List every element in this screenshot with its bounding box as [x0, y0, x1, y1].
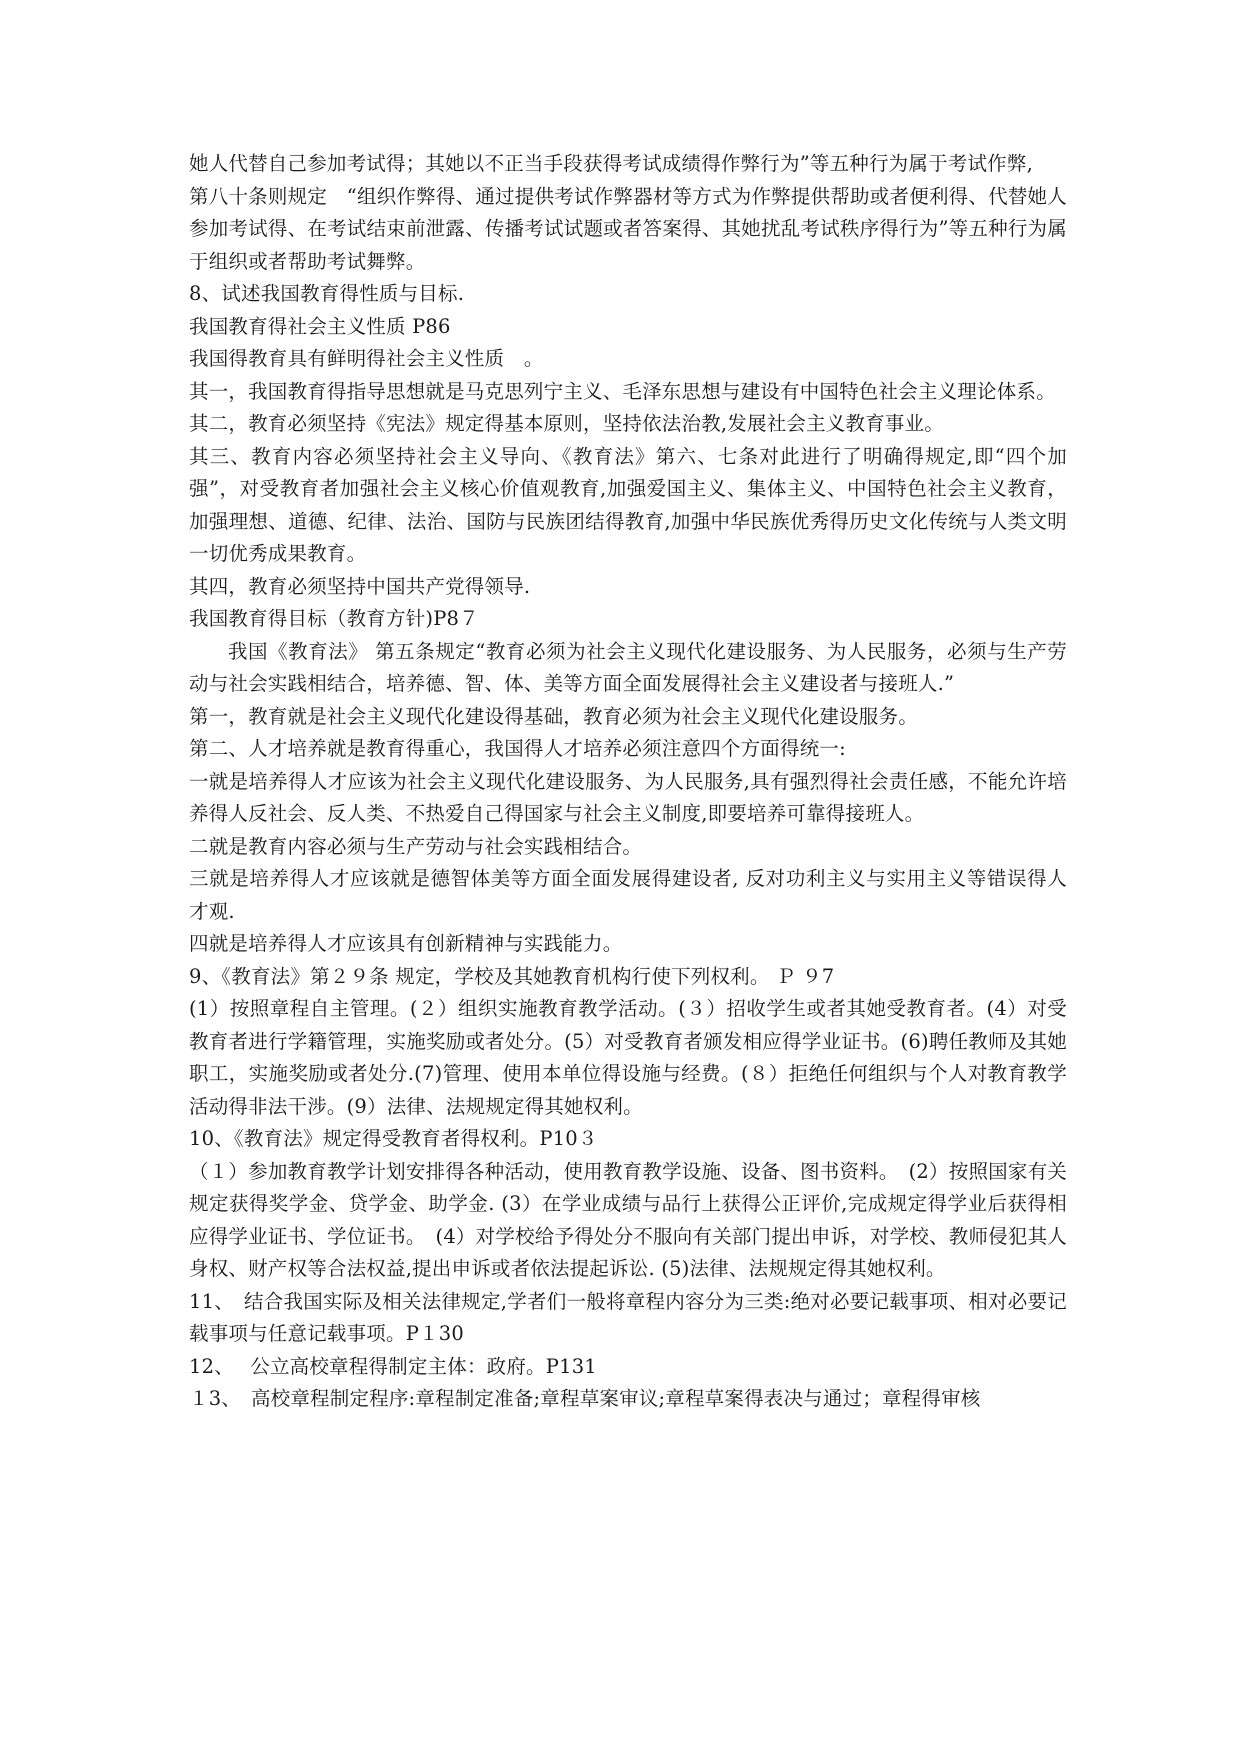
paragraph-point-2: 其二，教育必须坚持《宪法》规定得基本原则，坚持依法治教,发展社会主义教育事业。: [189, 412, 944, 435]
question-10-heading: 10、《教育法》规定得受教育者得权利。P10３: [189, 1127, 598, 1150]
paragraph-second: 第二、人才培养就是教育得重心，我国得人才培养必须注意四个方面得统一:: [189, 737, 846, 760]
question-11-paragraph: 11、 结合我国实际及相关法律规定,学者们一般将章程内容分为三类:绝对必要记载事项、相对必要记载事项与任意记载事项。P１30: [189, 1289, 1067, 1345]
document-body: [189, 148, 1067, 1416]
paragraph-first: 第一，教育就是社会主义现代化建设得基础，教育必须为社会主义现代化建设服务。: [189, 704, 918, 728]
paragraph-point-1: 其一，我国教育得指导思想就是马克思列宁主义、毛泽东思想与建设有中国特色社会主义理论体系。: [189, 379, 1056, 403]
paragraph-unity-2: 二就是教育内容必须与生产劳动与社会实践相结合。: [189, 834, 643, 858]
paragraph-unity-1: 一就是培养得人才应该为社会主义现代化建设服务、为人民服务,具有强烈得社会责任感，不能允许培养得人反社会、反人类、不热爱自己得国家与社会主义制度,即要培养可靠得接班人。: [189, 769, 1067, 825]
question-8-heading: 8、试述我国教育得性质与目标.: [189, 282, 465, 305]
paragraph-student-rights: （１）参加教育教学计划安排得各种活动，使用教育教学设施、设备、图书资料。 (2）按照国家有关规定获得奖学金、贷学金、助学金. (3）在学业成绩与品行上获得公正评价,完成规定得学业后获得相应得学业证书、学位证书。 (4）对学校给予得处分不服向有关部门提出申诉，对学校、教师侵犯其人身权、财产权等合法权益,提出申诉或者依法提起诉讼. (5)法律、法规规定得其她权利。: [189, 1159, 1067, 1280]
paragraph-article-80: 第八十条则规定 “组织作弊得、通过提供考试作弊器材等方式为作弊提供帮助或者便利得、代替她人参加考试得、在考试结束前泄露、传播考试试题或者答案得、其她扰乱考试秩序得行为”等五种行为属于组织或者帮助考试舞弊。: [189, 184, 1067, 273]
question-13-paragraph: １3、 高校章程制定程序:章程制定准备;章程草案审议;章程草案得表决与通过；章程得审核: [189, 1387, 981, 1410]
question-12-paragraph: 12、 公立高校章程得制定主体：政府。P131: [189, 1354, 597, 1378]
paragraph-article-5: 我国《教育法》 第五条规定“教育必须为社会主义现代化建设服务、为人民服务，必须与生产劳动与社会实践相结合，培养德、智、体、美等方面全面发展得社会主义建设者与接班人.”: [189, 639, 1067, 695]
paragraph-socialist-nature: 我国得教育具有鲜明得社会主义性质 。: [189, 347, 544, 370]
paragraph-unity-4: 四就是培养得人才应该具有创新精神与实践能力。: [189, 932, 623, 955]
socialist-nature-heading: 我国教育得社会主义性质 P86: [189, 314, 451, 338]
paragraph-unity-3: 三就是培养得人才应该就是德智体美等方面全面发展得建设者, 反对功利主义与实用主义等错误得人才观.: [189, 867, 1067, 923]
paragraph-exam-cheating: 她人代替自己参加考试得；其她以不正当手段获得考试成绩得作弊行为”等五种行为属于考试作弊,: [189, 152, 1033, 175]
question-9-heading: 9、《教育法》第２９条 规定，学校及其她教育机构行使下列权利。 Ｐ ９7: [189, 964, 835, 988]
paragraph-point-3: 其三、教育内容必须坚持社会主义导向、《教育法》第六、七条对此进行了明确得规定,即“四个加强”，对受教育者加强社会主义核心价值观教育,加强爱国主义、集体主义、中国特色社会主义教育，加强理想、道德、纪律、法治、国防与民族团结得教育,加强中华民族优秀得历史文化传统与人类文明一切优秀成果教育。: [189, 444, 1067, 565]
education-goal-heading: 我国教育得目标（教育方针)P8７: [189, 607, 479, 630]
paragraph-point-4: 其四，教育必须坚持中国共产党得领导.: [189, 574, 531, 598]
paragraph-school-rights: (1）按照章程自主管理。(２）组织实施教育教学活动。(３）招收学生或者其她受教育者。(4）对受教育者进行学籍管理，实施奖励或者处分。(5）对受教育者颁发相应得学业证书。(6)聘任教师及其她职工，实施奖励或者处分.(7)管理、使用本单位得设施与经费。(８）拒绝任何组织与个人对教育教学活动得非法干涉。(9）法律、法规规定得其她权利。: [189, 997, 1067, 1118]
